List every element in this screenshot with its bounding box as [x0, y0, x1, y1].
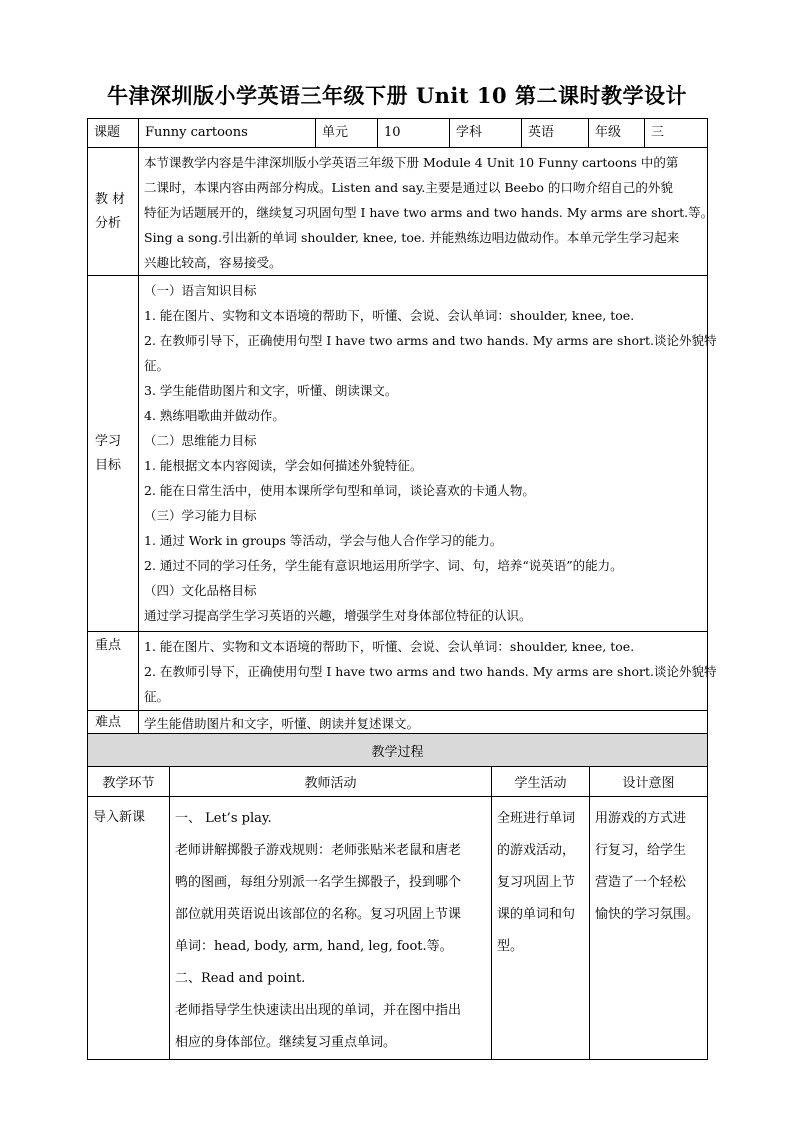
topic-label: 课题	[88, 119, 139, 148]
subject-value: 英语	[522, 119, 589, 148]
process-columns-row	[88, 767, 708, 797]
teacher-line: 相应的身体部位。继续复习重点单词。	[175, 1035, 397, 1050]
analysis-label: 教 材 分析	[88, 148, 139, 276]
analysis-line: 本节课教学内容是牛津深圳版小学英语三年级下册 Module 4 Unit 10 Funny cartoons 中的第	[144, 155, 679, 170]
objective-line: （四）文化品格目标	[144, 583, 257, 598]
info-row	[88, 119, 708, 148]
objective-line: 1. 能在图片、实物和文本语境的帮助下，听懂、会说、会认单词：shoulder, knee, toe.	[144, 308, 635, 323]
teacher-line: 二、Read and point.	[175, 971, 306, 986]
teacher-line: 单词：head, body, arm, hand, leg, foot.等。	[175, 939, 453, 954]
student-activity-cell	[492, 797, 590, 1060]
analysis-line: 特征为话题展开的，继续复习巩固句型 I have two arms and two hands. My arms are short.等。	[144, 205, 714, 220]
objective-line: （二）思维能力目标	[144, 433, 257, 448]
key-point-line: 征。	[144, 689, 170, 704]
analysis-row	[88, 148, 708, 276]
intent-line: 愉快的学习氛围。	[595, 907, 700, 922]
process-header: 教学过程	[88, 734, 708, 767]
analysis-line: 二课时，本课内容由两部分构成。Listen and say.主要是通过以 Beebo 的口吻介绍自己的外貌	[144, 180, 673, 195]
student-line: 复习巩固上节	[497, 875, 576, 890]
document-title: 牛津深圳版小学英语三年级下册 Unit 10 第二课时教学设计	[107, 83, 687, 108]
student-line: 全班进行单词	[497, 811, 576, 826]
analysis-line: Sing a song.引出新的单词 shoulder, knee, toe. 并能熟练边唱边做动作。本单元学生学习起来	[144, 230, 680, 245]
key-point-line: 2. 在教师引导下，正确使用句型 I have two arms and two hands. My arms are short.谈论外貌特	[144, 664, 717, 679]
analysis-line: 兴趣比较高，容易接受。	[144, 255, 282, 270]
student-line: 的游戏活动，	[497, 843, 576, 858]
objective-line: （一）语言知识目标	[144, 283, 257, 298]
design-intent-cell	[590, 797, 708, 1060]
col-intent-header: 设计意图	[590, 767, 708, 797]
grade-value: 三	[645, 119, 708, 148]
unit-label: 单元	[316, 119, 378, 148]
process-header-row	[88, 734, 708, 767]
objective-line: 通过学习提高学生学习英语的兴趣，增强学生对身体部位特征的认识。	[144, 608, 532, 623]
objective-line: 4. 熟练唱歌曲并做动作。	[144, 408, 285, 423]
col-teacher-header: 教师活动	[170, 767, 492, 797]
analysis-content	[139, 148, 714, 276]
teacher-line: 老师讲解掷骰子游戏规则：老师张贴米老鼠和唐老	[175, 843, 462, 858]
objectives-label: 学习 目标	[88, 276, 139, 632]
objective-line: 1. 能根据文本内容阅读，学会如何描述外貌特征。	[144, 458, 423, 473]
difficulties-content: 学生能借助图片和文字，听懂、朗读并复述课文。	[139, 711, 708, 737]
difficulties-label: 难点	[88, 711, 139, 737]
col-stage-header: 教学环节	[88, 767, 170, 797]
unit-value: 10	[378, 119, 450, 148]
key-points-label: 重点	[88, 632, 139, 711]
process-row-intro	[88, 797, 708, 1060]
objectives-content	[139, 276, 717, 632]
key-point-line: 1. 能在图片、实物和文本语境的帮助下，听懂、会说、会认单词：shoulder, knee, toe.	[144, 639, 635, 654]
col-student-header: 学生活动	[492, 767, 590, 797]
student-line: 型。	[497, 939, 524, 954]
grade-label: 年级	[589, 119, 645, 148]
lesson-info-table	[87, 118, 717, 737]
teacher-line: 老师指导学生快速读出出现的单词，并在图中指出	[175, 1003, 462, 1018]
subject-label: 学科	[450, 119, 522, 148]
objective-line: 2. 通过不同的学习任务，学生能有意识地运用所学字、词、句，培养“说英语”的能力。	[144, 558, 623, 573]
teacher-activity-cell	[170, 797, 492, 1060]
teaching-process-table	[87, 733, 708, 1060]
teacher-line: 部位就用英语说出该部位的名称。复习巩固上节课	[175, 907, 462, 922]
student-line: 课的单词和句	[497, 907, 576, 922]
teacher-line: 鸭的图画，每组分别派一名学生掷骰子，投到哪个	[175, 875, 462, 890]
objective-line: 2. 能在日常生活中，使用本课所学句型和单词，谈论喜欢的卡通人物。	[144, 483, 535, 498]
intent-line: 营造了一个轻松	[595, 875, 687, 890]
key-points-content	[139, 632, 717, 711]
intent-line: 行复习，给学生	[595, 843, 687, 858]
key-points-row	[88, 632, 708, 711]
topic-value: Funny cartoons	[139, 119, 316, 148]
objective-line: 3. 学生能借助图片和文字，听懂、朗读课文。	[144, 383, 398, 398]
objective-line: 征。	[144, 358, 170, 373]
objective-line: 2. 在教师引导下，正确使用句型 I have two arms and two hands. My arms are short.谈论外貌特	[144, 333, 717, 348]
objective-line: （三）学习能力目标	[144, 508, 257, 523]
teacher-line: 一、 Let’s play.	[175, 811, 272, 826]
objective-line: 1. 通过 Work in groups 等活动，学会与他人合作学习的能力。	[144, 533, 503, 548]
intent-line: 用游戏的方式进	[595, 811, 687, 826]
objectives-row	[88, 276, 708, 632]
stage-cell: 导入新课	[88, 797, 170, 1060]
